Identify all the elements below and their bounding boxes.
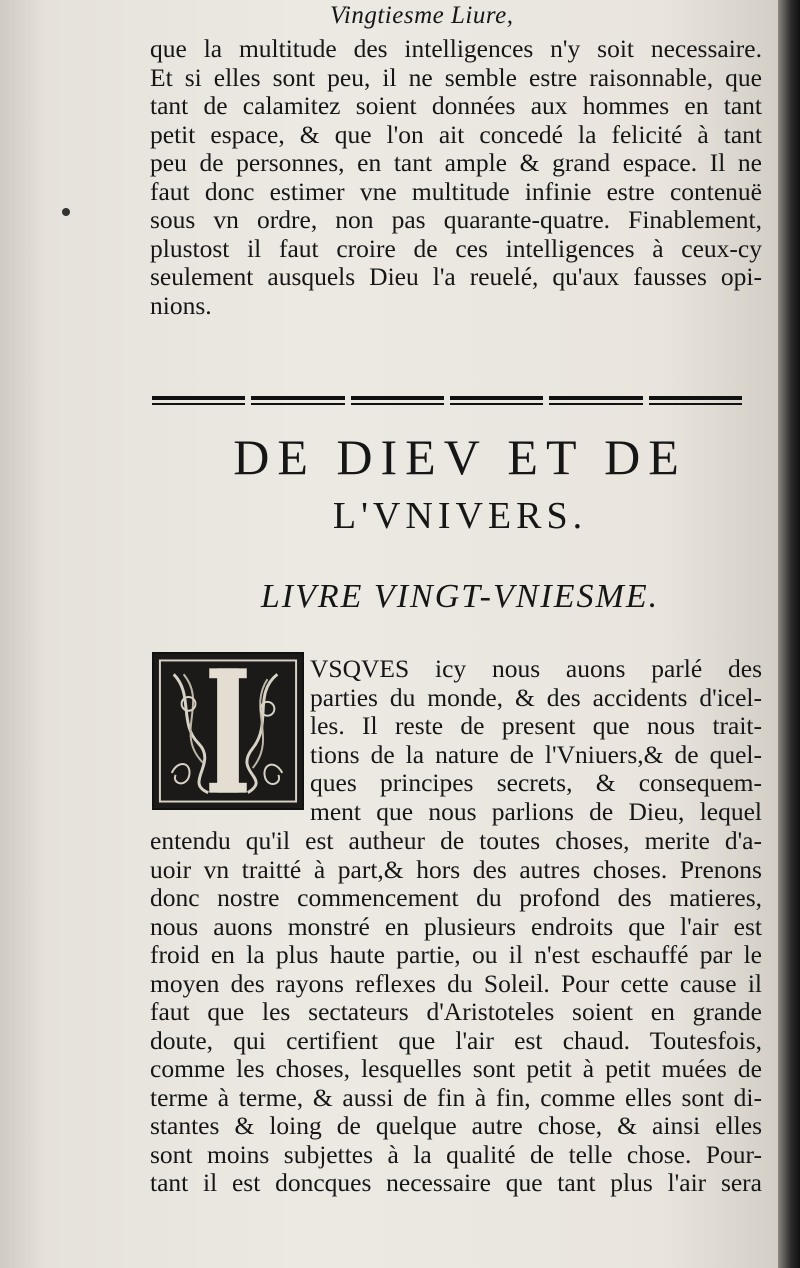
text-line: froid en la plus haute partie, ou il n'est eschauffé par le <box>150 940 762 969</box>
text-line: que la multitude des intelligences n'y soit necessaire. <box>150 34 762 63</box>
text-line: ques principes secrets, & consequem- <box>310 768 762 797</box>
text-line: parties du monde, & des accidents d'icel- <box>310 682 762 712</box>
book-title: LIVRE VINGT-VNIESME. <box>260 578 660 615</box>
text-line: sont moins subjettes à la qualité de telle chose. Pour- <box>150 1139 762 1169</box>
text-line: sous vn ordre, non pas quarante-quatre. Finablement, <box>150 205 762 234</box>
section-divider-rule <box>152 396 742 408</box>
text-line: nions. <box>150 290 212 320</box>
text-line: doute, qui certifient que l'air est chaud. Toutesfois, <box>150 1025 762 1055</box>
text-line: seulement ausquels Dieu l'a reuelé, qu'aux fausses opi- <box>150 262 762 291</box>
text-line: petit espace, & que l'on ait concedé la felicité à tant <box>150 119 762 149</box>
text-line: VSQVES icy nous auons parlé des <box>310 654 762 683</box>
ornamental-initial-icon <box>152 652 304 810</box>
text-line: ment que nous parlions de Dieu, lequel <box>310 796 762 826</box>
running-head: Vingtiesme Liure, <box>330 2 514 29</box>
text-line: Et si elles sont peu, il ne semble estre raisonnable, que <box>150 62 762 92</box>
text-line: faut donc estimer vne multitude infinie estre contenuë <box>150 176 762 206</box>
top-paragraph <box>150 35 762 320</box>
text-line: terme à terme, & aussi de fin à fin, comme elles sont di- <box>150 1082 762 1112</box>
chapter-heading-line-2: L'VNIVERS. <box>332 495 588 537</box>
text-line: les. Il reste de present que nous trait- <box>310 711 762 740</box>
text-line: nous auons monstré en plusieurs endroits que l'air est <box>150 911 762 941</box>
book-spine-edge <box>778 0 800 1268</box>
text-line: faut que les sectateurs d'Aristoteles soient en grande <box>150 997 762 1026</box>
body-paragraph <box>150 827 762 1198</box>
chapter-heading-line-1: DE DIEV ET DE <box>233 429 687 485</box>
ink-spot <box>62 208 70 216</box>
body-paragraph-beside-initial <box>310 655 762 826</box>
text-line: entendu qu'il est autheur de toutes choses, merite d'a- <box>150 826 762 855</box>
text-line: donc nostre commencement du profond des matieres, <box>150 883 762 912</box>
text-line: moyen des rayons reflexes du Soleil. Pour cette cause il <box>150 968 762 998</box>
text-line: peu de personnes, en tant ample & grand espace. Il ne <box>150 148 762 177</box>
text-line: plustost il faut croire de ces intelligences à ceux-cy <box>150 233 762 263</box>
text-line: comme les choses, lesquelles sont petit à petit muées de <box>150 1054 762 1083</box>
text-line: tions de la nature de l'Vniuers,& de quel- <box>310 739 762 769</box>
text-line: tant de calamitez soient données aux hommes en tant <box>150 91 762 120</box>
text-line: stantes & loing de quelque autre chose, & ainsi elles <box>150 1111 762 1140</box>
text-line: tant il est doncques necessaire que tant plus l'air sera <box>150 1168 762 1197</box>
text-line: uoir vn traitté à part,& hors des autres choses. Prenons <box>150 854 762 884</box>
